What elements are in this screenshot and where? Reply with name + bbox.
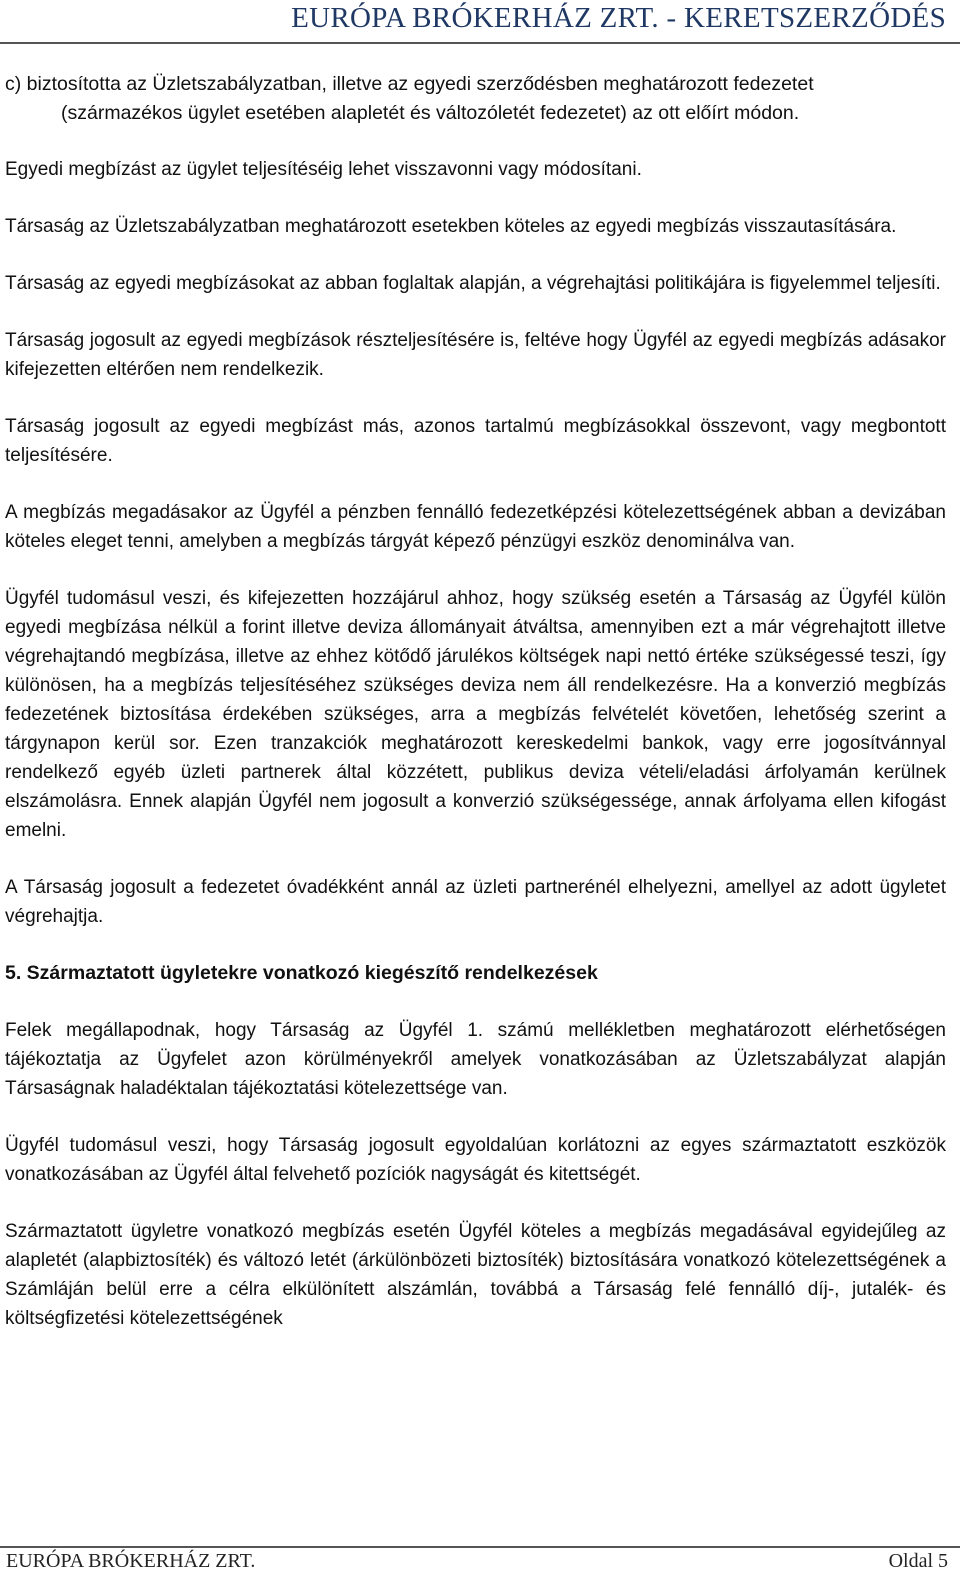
paragraph: Társaság az egyedi megbízásokat az abban foglaltak alapján, a végrehajtási politikájára is figyelemmel teljesíti. bbox=[5, 273, 941, 294]
paragraph: A megbízás megadásakor az Ügyfél a pénzben fennálló fedezetképzési kötelezettségének abban a devizában köteles eleget tenni, amelyben a megbízás tárgyát képező pénzügyi eszköz denominálva van. bbox=[5, 502, 946, 552]
paragraph: Társaság az Üzletszabályzatban meghatározott esetekben köteles az egyedi megbízás visszautasítására. bbox=[5, 216, 897, 237]
paragraph: Ügyfél tudomásul veszi, és kifejezetten hozzájárul ahhoz, hogy szükség esetén a Társaság az Ügyfél külön egyedi megbízása nélkül a forint illetve deviza állományait átváltsa, amennyiben ezt a már végrehajtott illetve végrehajtandó megbízása, illetve az ehhez kötődő járulékos költségek napi nettó értéke szükségessé teszi, így különösen, ha a megbízás teljesítéséhez szükséges deviza nem áll rendelkezésre. Ha a konverzió megbízás fedezetének biztosítása érdekében szükséges, arra a megbízás felvételét követően, lehetőség szerint a tárgynapon kerül sor. Ezen tranzakciók meghatározott kereskedelmi bankok, vagy erre jogosítvánnyal rendelkező egyéb üzleti partnerek által közzétett, publikus deviza vételi/eladási árfolyamán kerülnek elszámolásra. Ennek alapján Ügyfél nem jogosult a konverzió szükségessége, annak árfolyama ellen kifogást emelni. bbox=[5, 588, 946, 841]
paragraph: Társaság jogosult az egyedi megbízások részteljesítésére is, feltéve hogy Ügyfél az egyedi megbízás adásakor kifejezetten eltérően nem rendelkezik. bbox=[5, 330, 946, 380]
header-title: EURÓPA BRÓKERHÁZ ZRT. - KERETSZERZŐDÉS bbox=[291, 2, 946, 34]
list-item-c-line2: (származékos ügylet esetében alapletét és változóletét fedezetet) az ott előírt módon. bbox=[61, 101, 800, 124]
page-header bbox=[0, 0, 960, 44]
paragraph: Ügyfél tudomásul veszi, hogy Társaság jogosult egyoldalúan korlátozni az egyes származtatott eszközök vonatkozásában az Ügyfél által felvehető pozíciók nagyságát és kitettségét. bbox=[5, 1135, 946, 1185]
footer-company: EURÓPA BRÓKERHÁZ ZRT. bbox=[6, 1550, 256, 1572]
paragraph: A Társaság jogosult a fedezetet óvadékként annál az üzleti partnerénél elhelyezni, amellyel az adott ügyletet végrehajtja. bbox=[5, 877, 946, 927]
paragraph: Származtatott ügyletre vonatkozó megbízás esetén Ügyfél köteles a megbízás megadásával egyidejűleg az alapletét (alapbiztosíték) és változó letét (árkülönbözeti biztosíték) biztosítására vonatkozó kötelezettségének a Számláján belül erre a célra elkülönített alszámlán, továbbá a Társaság felé fennálló díj-, jutalék- és költségfizetési kötelezettségének bbox=[5, 1221, 946, 1329]
list-item-c bbox=[5, 70, 946, 127]
page-number: Oldal 5 bbox=[888, 1550, 948, 1572]
paragraph: Felek megállapodnak, hogy Társaság az Ügyfél 1. számú mellékletben meghatározott elérhetőségen tájékoztatja az Ügyfelet azon körülményekről amelyek vonatkozásában az Üzletszabályzat alapján Társaságnak haladéktalan tájékoztatási kötelezettsége van. bbox=[5, 1020, 946, 1099]
page-footer bbox=[0, 1546, 960, 1582]
paragraph: Társaság jogosult az egyedi megbízást más, azonos tartalmú megbízásokkal összevont, vagy megbontott teljesítésére. bbox=[5, 416, 946, 466]
list-item-c-line1: c) biztosította az Üzletszabályzatban, illetve az egyedi szerződésben meghatározott fedezetet bbox=[5, 73, 814, 95]
section-heading: 5. Származtatott ügyletekre vonatkozó kiegészítő rendelkezések bbox=[5, 962, 598, 984]
document-body bbox=[5, 70, 946, 1361]
paragraph: Egyedi megbízást az ügylet teljesítéséig lehet visszavonni vagy módosítani. bbox=[5, 159, 642, 180]
